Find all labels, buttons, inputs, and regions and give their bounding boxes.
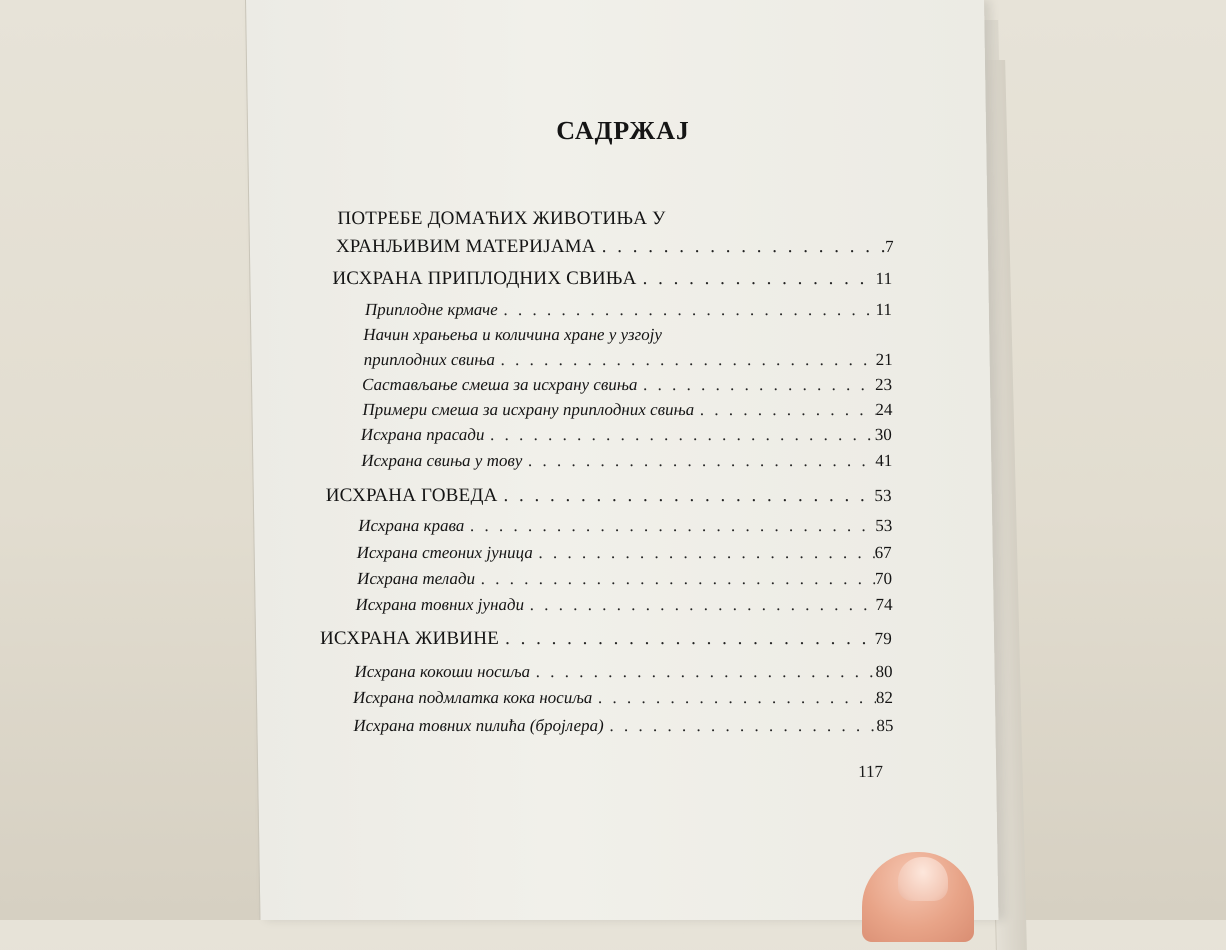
toc-entry-label: Састављање смеша за исхрану свиња (361, 375, 638, 394)
toc-entry-label: приплодних свиња (363, 350, 496, 369)
toc-entry (337, 208, 867, 230)
toc-entry-label: Исхрана прасади (360, 425, 485, 444)
toc-entry-page: 7 (885, 237, 895, 256)
toc-entry (357, 569, 892, 589)
toc-entry-page: 53 (874, 486, 892, 505)
toc-entry (354, 662, 892, 682)
toc-entry (358, 516, 892, 536)
dot-leader (596, 236, 886, 258)
toc-entry-label: Начин храњења и количина хране у узгоју (363, 325, 663, 344)
toc-entry (361, 451, 892, 471)
toc-entry (363, 350, 892, 370)
toc-entry-label: Исхрана телади (356, 569, 476, 588)
toc-entry-page: 85 (876, 716, 894, 735)
toc-entry (363, 325, 883, 345)
toc-entry-page: 21 (875, 350, 893, 369)
dot-leader (499, 628, 875, 650)
toc-entry (365, 300, 892, 320)
book-page (245, 0, 998, 920)
dot-leader (637, 375, 875, 395)
dot-leader (484, 425, 875, 445)
toc-entry-label: Исхрана свиња у тову (361, 451, 523, 470)
toc-entry-label: ПОТРЕБЕ ДОМАЋИХ ЖИВОТИЊА У (337, 208, 666, 229)
toc-entry-page: 11 (875, 300, 893, 319)
dot-leader (497, 485, 874, 507)
toc-entry-label: ИСХРАНА ПРИПЛОДНИХ СВИЊА (332, 268, 637, 289)
toc-entry-label: ИСХРАНА ЖИВИНЕ (319, 628, 500, 649)
toc-entry (362, 375, 892, 395)
toc-entry-label: Примери смеша за исхрану приплодних свиња (362, 400, 695, 419)
page-title: САДРЖАЈ (556, 116, 691, 145)
toc-entry-page: 82 (875, 688, 894, 707)
dot-leader (522, 451, 875, 471)
toc-entry-label: Исхрана подмлатка кока носиља (352, 688, 593, 707)
toc-entry-page: 67 (874, 543, 892, 562)
dot-leader (592, 688, 876, 708)
toc-entry-label: Исхрана стеоних јуница (356, 543, 533, 562)
toc-entry-page: 79 (874, 629, 893, 648)
toc-entry-page: 70 (874, 569, 893, 588)
toc-entry-label: Исхрана кокоши носиља (354, 662, 531, 681)
dot-leader (498, 300, 876, 320)
toc-entry-label: Исхрана товних пилића (бројлера) (353, 716, 604, 735)
toc-entry-label: Приплодне крмаче (364, 300, 498, 319)
thumbnail-nail (898, 857, 948, 901)
toc-entry-label: Исхрана товних јунади (355, 595, 525, 614)
toc-entry-page: 30 (874, 425, 892, 444)
dot-leader (530, 662, 876, 682)
toc-entry (353, 688, 893, 708)
page-number: 117 (857, 762, 884, 781)
toc-entry-page: 53 (875, 516, 893, 535)
dot-leader (475, 569, 875, 589)
toc-entry (362, 400, 892, 420)
toc-entry-page: 41 (875, 451, 893, 470)
dot-leader (636, 268, 875, 290)
dot-leader (694, 400, 876, 420)
toc-entry (326, 485, 892, 507)
dot-leader (533, 543, 875, 563)
toc-entry-page: 80 (875, 662, 893, 681)
toc-entry-label: ХРАНЉИВИМ МАТЕРИЈАМА (335, 236, 596, 257)
toc-entry-page: 24 (875, 400, 893, 419)
toc-entry (336, 236, 894, 258)
toc-entry-page: 11 (875, 269, 893, 288)
toc-entry (361, 425, 892, 445)
toc-entry (357, 543, 892, 563)
dot-leader (495, 350, 876, 370)
dot-leader (464, 516, 875, 536)
dot-leader (604, 716, 877, 736)
table-of-contents (246, 0, 998, 920)
dot-leader (524, 595, 876, 615)
toc-entry-label: ИСХРАНА ГОВЕДА (325, 485, 498, 506)
toc-entry (332, 268, 892, 290)
toc-entry-page: 23 (874, 375, 893, 394)
toc-entry (320, 628, 892, 650)
toc-entry-page: 74 (875, 595, 893, 614)
toc-entry (353, 716, 893, 736)
toc-entry-label: Исхрана крава (358, 516, 465, 535)
toc-entry (355, 595, 892, 615)
